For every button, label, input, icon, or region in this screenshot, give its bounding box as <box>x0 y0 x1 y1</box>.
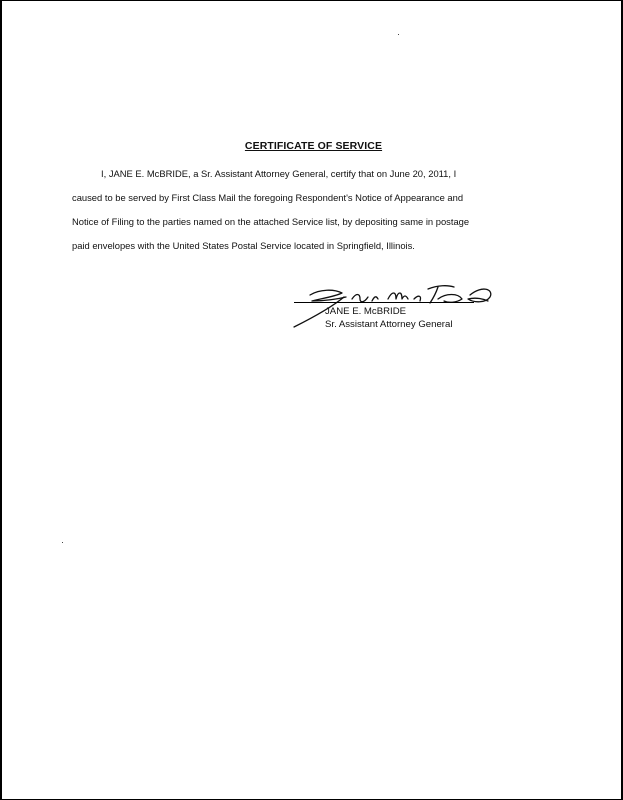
body-line-2: caused to be served by First Class Mail the foregoing Respondent's Notice of Appearance and <box>72 192 464 203</box>
scan-speck <box>62 542 63 543</box>
body-line-3: Notice of Filing to the parties named on the attached Service list, by depositing same in postage <box>72 216 470 227</box>
scan-speck <box>398 34 399 35</box>
signer-name: JANE E. McBRIDE <box>325 306 407 317</box>
signer-title: Sr. Assistant Attorney General <box>325 319 453 330</box>
body-line-1: I, JANE E. McBRIDE, a Sr. Assistant Attorney General, certify that on June 20, 2011, I <box>101 168 457 179</box>
body-line-4: paid envelopes with the United States Postal Service located in Springfield, Illinois. <box>72 240 415 251</box>
signature-line <box>294 302 474 303</box>
document-title: CERTIFICATE OF SERVICE <box>244 140 383 152</box>
